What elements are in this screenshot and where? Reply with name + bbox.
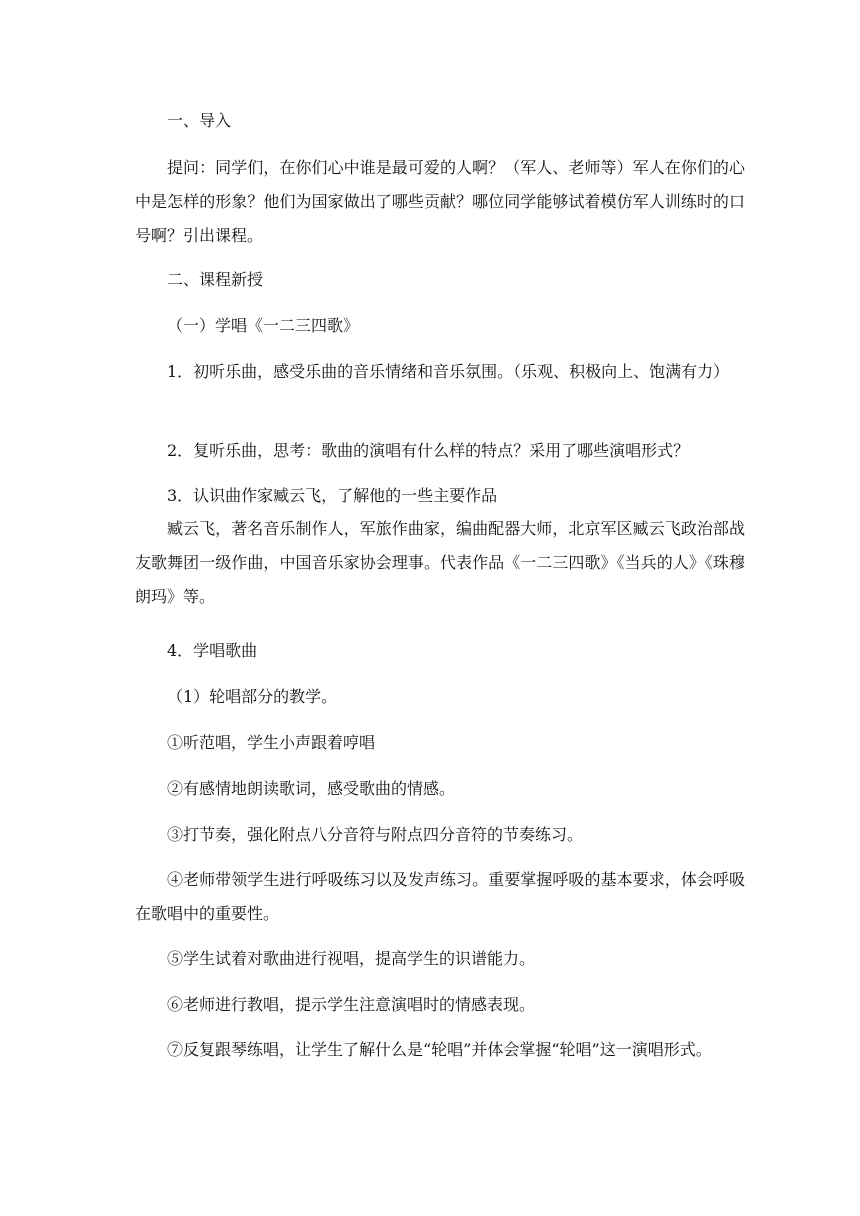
subheading-learn-song: （一）学唱《一二三四歌》 [167, 316, 360, 335]
list-item-second-listen: 2．复听乐曲，思考：歌曲的演唱有什么样的特点？采用了哪些演唱形式？ [167, 441, 690, 460]
list-item-first-listen: 1．初听乐曲，感受乐曲的音乐情绪和音乐氛围。（乐观、积极向上、饱满有力） [167, 362, 730, 381]
step-read-lyrics: ②有感情地朗读歌词，感受歌曲的情感。 [167, 779, 456, 798]
step-teacher-teaching: ⑥老师进行教唱，提示学生注意演唱时的情感表现。 [167, 995, 536, 1014]
step-breathing: ④老师带领学生进行呼吸练习以及发声练习。重要掌握呼吸的基本要求，体会呼吸在歌唱中的重要性。 [135, 870, 745, 923]
list-item-composer: 3．认识曲作家臧云飞，了解他的一些主要作品 [167, 486, 498, 505]
step-sight-singing: ⑤学生试着对歌曲进行视唱，提高学生的识谱能力。 [167, 949, 536, 968]
heading-introduction: 一、导入 [167, 111, 232, 130]
subitem-round-singing: （1）轮唱部分的教学。 [167, 687, 338, 706]
step-listen-demo: ①听范唱，学生小声跟着哼唱 [167, 733, 376, 752]
paragraph-question: 提问：同学们，在你们心中谁是最可爱的人啊？（军人、老师等）军人在你们的心中是怎样的形象？他们为国家做出了哪些贡献？哪位同学能够试着模仿军人训练时的口号啊？引出课程。 [135, 158, 745, 245]
heading-new-lesson: 二、课程新授 [167, 270, 264, 289]
list-item-learn-singing: 4．学唱歌曲 [167, 641, 258, 660]
step-rhythm: ③打节奏，强化附点八分音符与附点四分音符的节奏练习。 [167, 825, 584, 844]
paragraph-composer-bio: 臧云飞，著名音乐制作人，军旅作曲家，编曲配器大师，北京军区臧云飞政治部战友歌舞团一级作曲，中国音乐家协会理事。代表作品《一二三四歌》《当兵的人》《珠穆朗玛》等。 [135, 519, 745, 606]
step-practice-piano: ⑦反复跟琴练唱，让学生了解什么是“轮唱”并体会掌握“轮唱”这一演唱形式。 [167, 1040, 712, 1059]
